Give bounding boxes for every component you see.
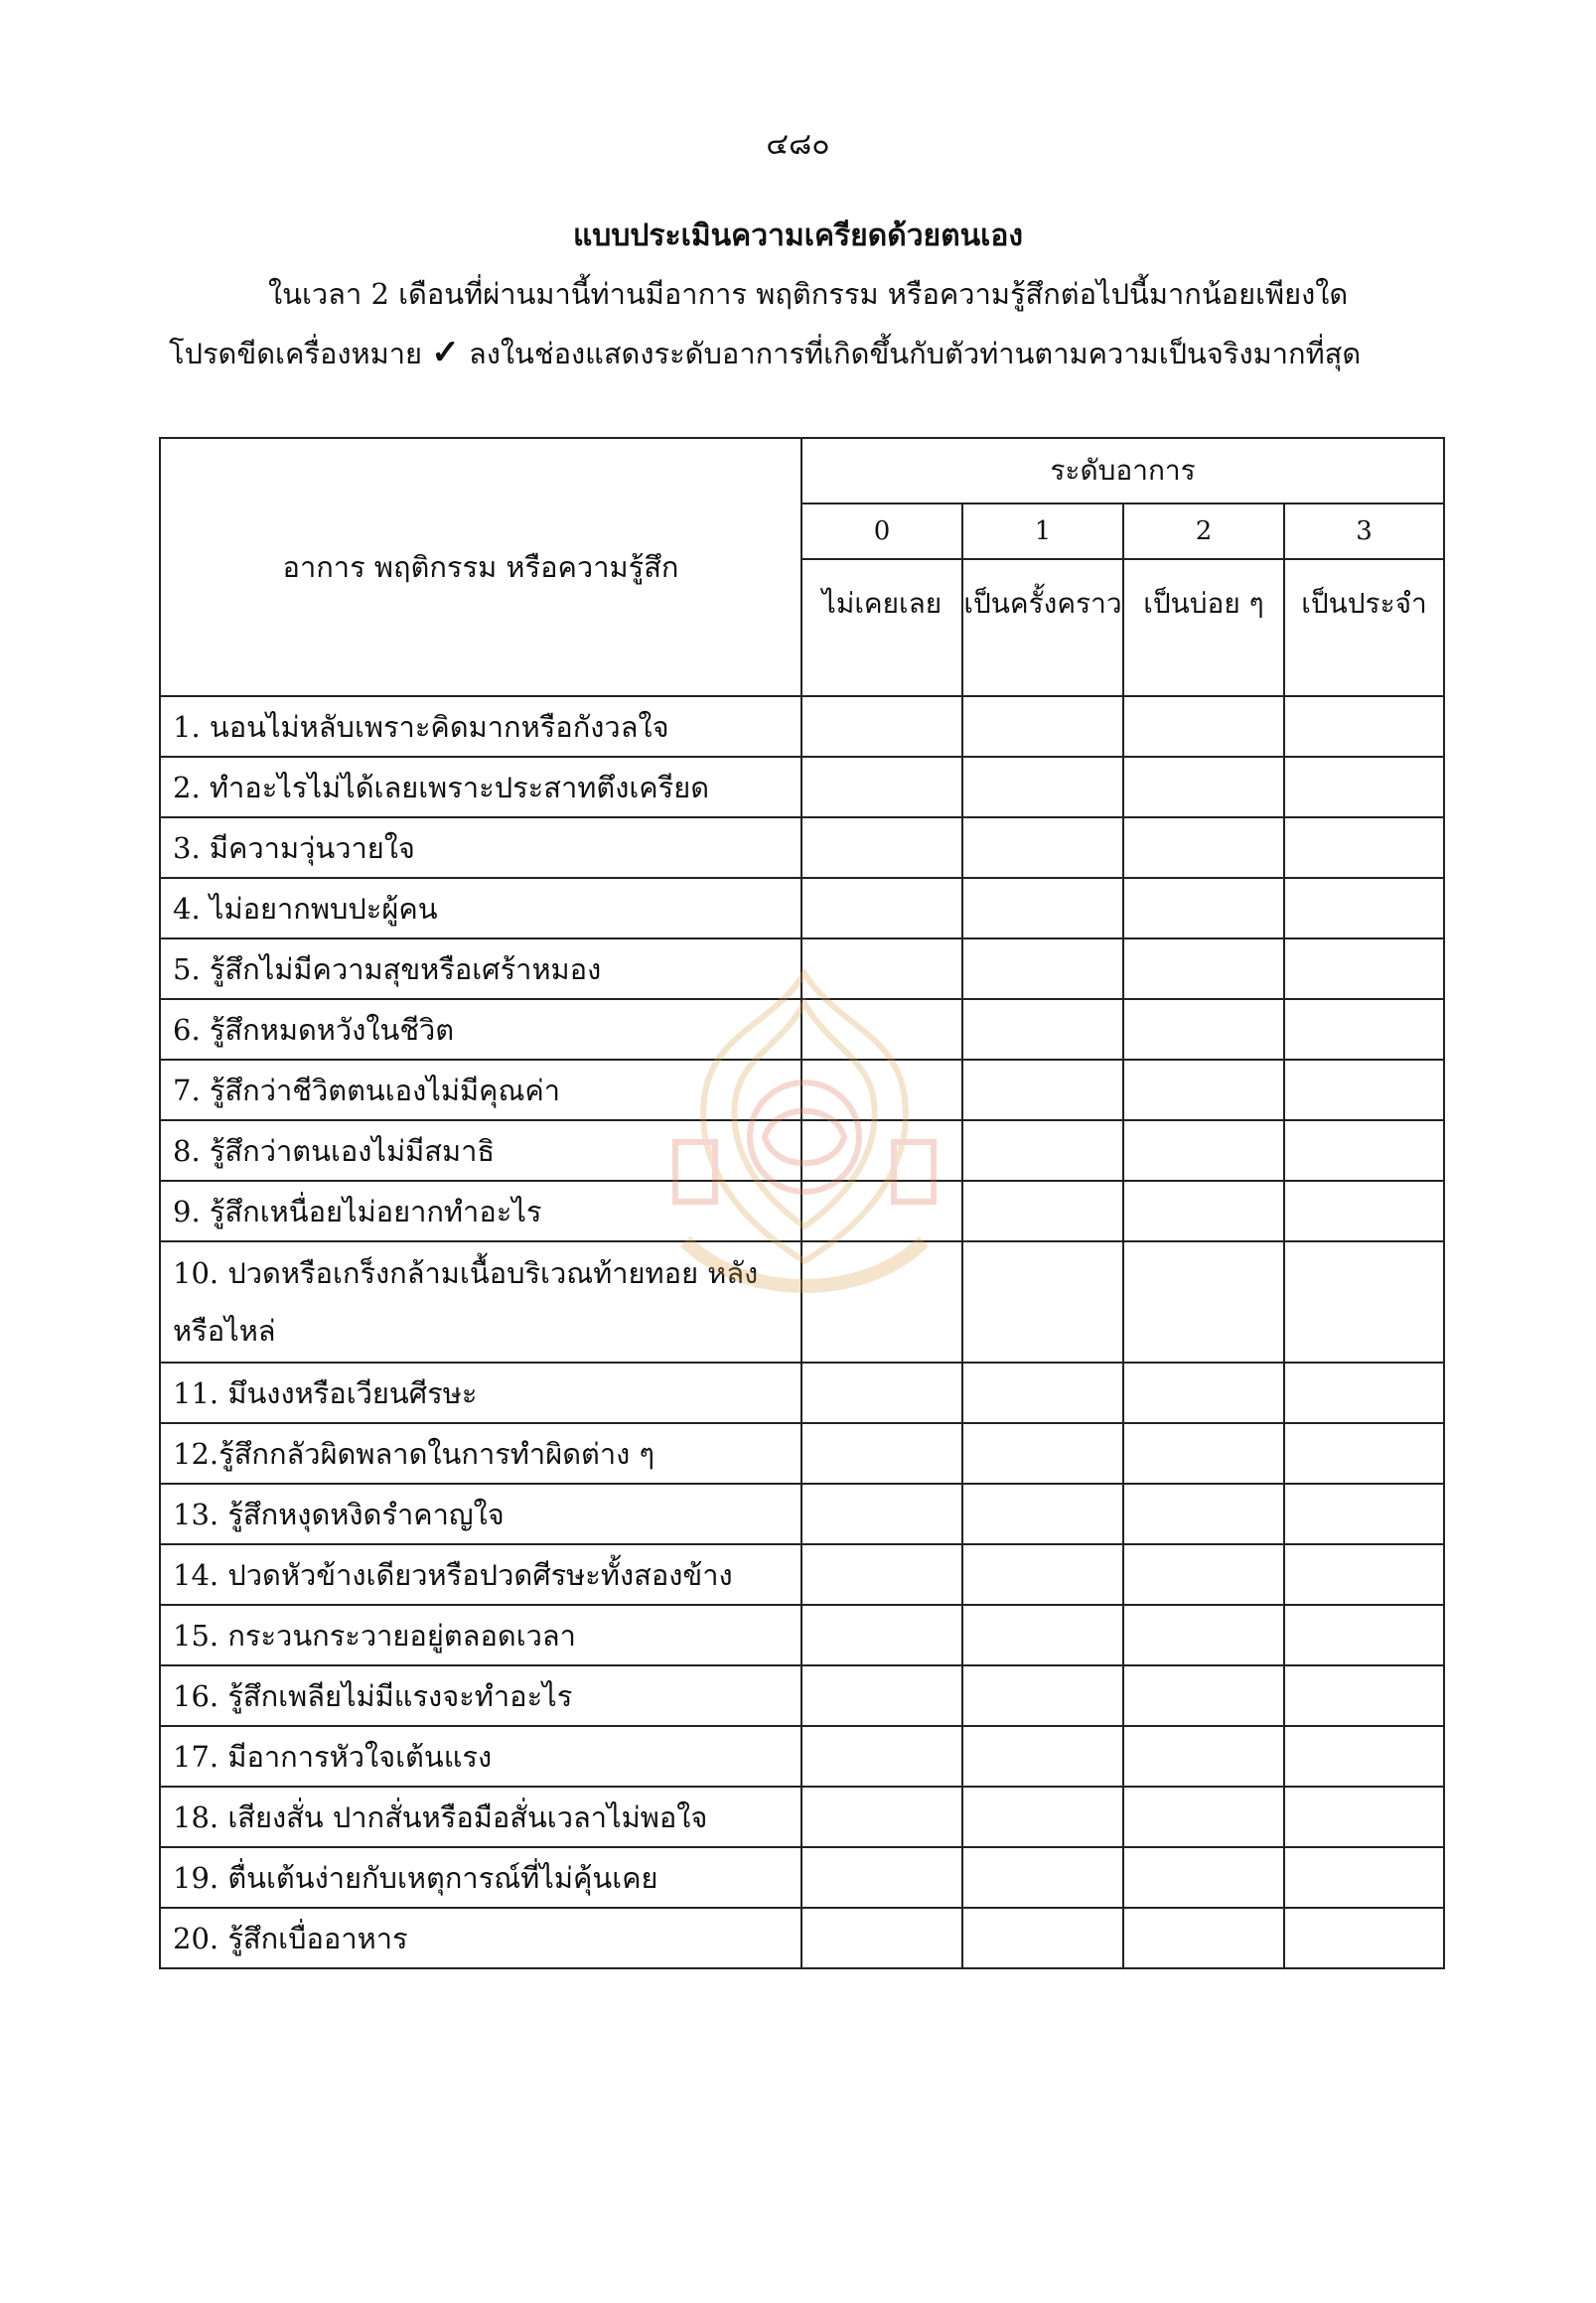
rating-cell-level-2[interactable]	[1123, 1060, 1284, 1120]
table-row	[160, 1484, 1444, 1544]
rating-cell-level-3[interactable]	[1284, 999, 1444, 1060]
rating-cell-level-0[interactable]	[801, 1120, 962, 1181]
table-row	[160, 1363, 1444, 1423]
table-row	[160, 817, 1444, 878]
rating-cell-level-2[interactable]	[1123, 757, 1284, 817]
rating-cell-level-3[interactable]	[1284, 878, 1444, 938]
rating-cell-level-3[interactable]	[1284, 1484, 1444, 1544]
rating-cell-level-3[interactable]	[1284, 1241, 1444, 1363]
rating-cell-level-0[interactable]	[801, 757, 962, 817]
symptom-column-header: อาการ พฤติกรรม หรือความรู้สึก	[160, 438, 801, 696]
rating-cell-level-3[interactable]	[1284, 757, 1444, 817]
rating-cell-level-0[interactable]	[801, 1363, 962, 1423]
rating-cell-level-1[interactable]	[962, 817, 1123, 878]
rating-cell-level-2[interactable]	[1123, 1787, 1284, 1847]
symptom-item: 6. รู้สึกหมดหวังในชีวิต	[160, 999, 801, 1060]
rating-cell-level-0[interactable]	[801, 1605, 962, 1665]
rating-cell-level-2[interactable]	[1123, 1120, 1284, 1181]
symptom-item: 2. ทำอะไรไม่ได้เลยเพราะประสาทตึงเครียด	[160, 757, 801, 817]
rating-cell-level-0[interactable]	[801, 1908, 962, 1968]
level-label-0: ไม่เคยเลย	[801, 559, 962, 696]
rating-cell-level-3[interactable]	[1284, 1363, 1444, 1423]
rating-cell-level-3[interactable]	[1284, 1181, 1444, 1241]
table-row	[160, 1847, 1444, 1908]
table-row	[160, 1120, 1444, 1181]
symptom-item: 14. ปวดหัวข้างเดียวหรือปวดศีรษะทั้งสองข้าง	[160, 1544, 801, 1605]
rating-cell-level-1[interactable]	[962, 1060, 1123, 1120]
rating-cell-level-2[interactable]	[1123, 1544, 1284, 1605]
table-row	[160, 757, 1444, 817]
table-row	[160, 878, 1444, 938]
table-row	[160, 1060, 1444, 1120]
rating-cell-level-3[interactable]	[1284, 1120, 1444, 1181]
rating-cell-level-0[interactable]	[801, 696, 962, 757]
rating-cell-level-2[interactable]	[1123, 1241, 1284, 1363]
instruction-line-1: ในเวลา 2 เดือนที่ผ่านมานี้ท่านมีอาการ พฤติกรรม หรือความรู้สึกต่อไปนี้มากน้อยเพียงใด	[268, 277, 1349, 311]
instruction-text-before: โปรดขีดเครื่องหมาย	[169, 337, 423, 370]
rating-cell-level-2[interactable]	[1123, 1908, 1284, 1968]
rating-cell-level-0[interactable]	[801, 1787, 962, 1847]
rating-cell-level-1[interactable]	[962, 938, 1123, 999]
rating-cell-level-1[interactable]	[962, 1544, 1123, 1605]
level-score-3: 3	[1284, 504, 1444, 559]
rating-cell-level-0[interactable]	[801, 1060, 962, 1120]
rating-cell-level-1[interactable]	[962, 1363, 1123, 1423]
document-title: แบบประเมินความเครียดด้วยตนเอง	[572, 218, 1024, 253]
rating-cell-level-0[interactable]	[801, 1665, 962, 1726]
rating-cell-level-1[interactable]	[962, 696, 1123, 757]
symptom-item: 5. รู้สึกไม่มีความสุขหรือเศร้าหมอง	[160, 938, 801, 999]
rating-cell-level-1[interactable]	[962, 878, 1123, 938]
table-row	[160, 1241, 1444, 1363]
symptom-item: 13. รู้สึกหงุดหงิดรำคาญใจ	[160, 1484, 801, 1544]
rating-cell-level-3[interactable]	[1284, 1908, 1444, 1968]
rating-cell-level-3[interactable]	[1284, 1605, 1444, 1665]
rating-cell-level-0[interactable]	[801, 1423, 962, 1484]
level-label-2: เป็นบ่อย ๆ	[1123, 559, 1284, 696]
symptom-item: 1. นอนไม่หลับเพราะคิดมากหรือกังวลใจ	[160, 696, 801, 757]
rating-cell-level-2[interactable]	[1123, 1181, 1284, 1241]
rating-cell-level-1[interactable]	[962, 999, 1123, 1060]
symptom-item: 16. รู้สึกเพลียไม่มีแรงจะทำอะไร	[160, 1665, 801, 1726]
rating-cell-level-0[interactable]	[801, 999, 962, 1060]
table-row	[160, 999, 1444, 1060]
table-row	[160, 938, 1444, 999]
rating-cell-level-1[interactable]	[962, 1908, 1123, 1968]
rating-cell-level-0[interactable]	[801, 1847, 962, 1908]
rating-cell-level-2[interactable]	[1123, 1363, 1284, 1423]
rating-cell-level-0[interactable]	[801, 1241, 962, 1363]
check-mark-icon: ✓	[431, 333, 460, 372]
rating-cell-level-2[interactable]	[1123, 1605, 1284, 1665]
stress-assessment-table	[159, 437, 1445, 1969]
rating-cell-level-3[interactable]	[1284, 1847, 1444, 1908]
rating-cell-level-1[interactable]	[962, 1241, 1123, 1363]
table-row	[160, 1544, 1444, 1605]
level-score-1: 1	[962, 504, 1123, 559]
rating-cell-level-2[interactable]	[1123, 1726, 1284, 1787]
rating-cell-level-0[interactable]	[801, 1544, 962, 1605]
rating-cell-level-1[interactable]	[962, 1726, 1123, 1787]
rating-cell-level-1[interactable]	[962, 1181, 1123, 1241]
rating-cell-level-0[interactable]	[801, 1181, 962, 1241]
rating-cell-level-2[interactable]	[1123, 878, 1284, 938]
rating-cell-level-1[interactable]	[962, 757, 1123, 817]
table-row	[160, 1908, 1444, 1968]
symptom-item: 15. กระวนกระวายอยู่ตลอดเวลา	[160, 1605, 801, 1665]
instruction-text-after: ลงในช่องแสดงระดับอาการที่เกิดขึ้นกับตัวท่านตามความเป็นจริงมากที่สุด	[468, 337, 1362, 370]
rating-cell-level-3[interactable]	[1284, 1423, 1444, 1484]
table-row	[160, 1605, 1444, 1665]
rating-cell-level-2[interactable]	[1123, 1484, 1284, 1544]
rating-cell-level-2[interactable]	[1123, 1847, 1284, 1908]
instruction-line-2	[169, 331, 1361, 376]
rating-cell-level-2[interactable]	[1123, 1423, 1284, 1484]
rating-cell-level-1[interactable]	[962, 1120, 1123, 1181]
rating-cell-level-0[interactable]	[801, 817, 962, 878]
rating-cell-level-3[interactable]	[1284, 1726, 1444, 1787]
rating-cell-level-1[interactable]	[962, 1484, 1123, 1544]
rating-cell-level-1[interactable]	[962, 1605, 1123, 1665]
symptom-item: 20. รู้สึกเบื่ออาหาร	[160, 1908, 801, 1968]
symptom-item: 11. มึนงงหรือเวียนศีรษะ	[160, 1363, 801, 1423]
symptom-item: 12.รู้สึกกลัวผิดพลาดในการทำผิดต่าง ๆ	[160, 1423, 801, 1484]
rating-cell-level-3[interactable]	[1284, 1665, 1444, 1726]
rating-cell-level-2[interactable]	[1123, 696, 1284, 757]
symptom-item: 8. รู้สึกว่าตนเองไม่มีสมาธิ	[160, 1120, 801, 1181]
rating-cell-level-0[interactable]	[801, 938, 962, 999]
symptom-item: 3. มีความวุ่นวายใจ	[160, 817, 801, 878]
rating-cell-level-1[interactable]	[962, 1847, 1123, 1908]
symptom-item: 7. รู้สึกว่าชีวิตตนเองไม่มีคุณค่า	[160, 1060, 801, 1120]
rating-cell-level-2[interactable]	[1123, 1665, 1284, 1726]
table-row	[160, 696, 1444, 757]
rating-cell-level-3[interactable]	[1284, 1060, 1444, 1120]
rating-cell-level-0[interactable]	[801, 878, 962, 938]
symptom-item: 4. ไม่อยากพบปะผู้คน	[160, 878, 801, 938]
symptom-item: 10. ปวดหรือเกร็งกล้ามเนื้อบริเวณท้ายทอย หลังหรือไหล่	[160, 1241, 801, 1363]
rating-cell-level-3[interactable]	[1284, 1787, 1444, 1847]
rating-cell-level-1[interactable]	[962, 1787, 1123, 1847]
rating-cell-level-2[interactable]	[1123, 938, 1284, 999]
rating-cell-level-2[interactable]	[1123, 817, 1284, 878]
table-row	[160, 1665, 1444, 1726]
level-score-0: 0	[801, 504, 962, 559]
table-row	[160, 1787, 1444, 1847]
symptom-item: 17. มีอาการหัวใจเต้นแรง	[160, 1726, 801, 1787]
rating-cell-level-1[interactable]	[962, 1423, 1123, 1484]
level-group-header: ระดับอาการ	[801, 438, 1444, 504]
level-label-3: เป็นประจำ	[1284, 559, 1444, 696]
rating-cell-level-0[interactable]	[801, 1484, 962, 1544]
symptom-item: 19. ตื่นเต้นง่ายกับเหตุการณ์ที่ไม่คุ้นเคย	[160, 1847, 801, 1908]
rating-cell-level-3[interactable]	[1284, 696, 1444, 757]
symptom-item: 9. รู้สึกเหนื่อยไม่อยากทำอะไร	[160, 1181, 801, 1241]
rating-cell-level-3[interactable]	[1284, 817, 1444, 878]
rating-cell-level-2[interactable]	[1123, 999, 1284, 1060]
table-row	[160, 1423, 1444, 1484]
table-row	[160, 1726, 1444, 1787]
rating-cell-level-3[interactable]	[1284, 1544, 1444, 1605]
page-number: ๔๘๐	[766, 127, 830, 162]
level-label-1: เป็นครั้งคราว	[962, 559, 1123, 696]
rating-cell-level-0[interactable]	[801, 1726, 962, 1787]
table-row	[160, 1181, 1444, 1241]
symptom-item: 18. เสียงสั่น ปากสั่นหรือมือสั่นเวลาไม่พอใจ	[160, 1787, 801, 1847]
rating-cell-level-3[interactable]	[1284, 938, 1444, 999]
level-score-2: 2	[1123, 504, 1284, 559]
rating-cell-level-1[interactable]	[962, 1665, 1123, 1726]
